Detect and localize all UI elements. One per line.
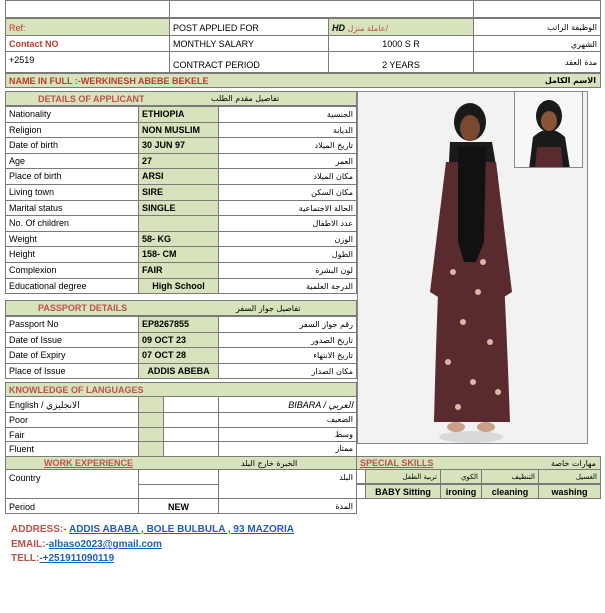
work-title-ar: الخبرة خارج البلد [241,459,298,468]
post-ar: الوظيفة الراتب [473,18,601,36]
detail-ar: لون البشرة [218,262,357,279]
lang-level-ar: الضعيف [218,412,357,428]
work-period-ar: المدة [218,498,357,514]
passport-title-ar: تفاصيل جواز السفر [236,304,301,313]
passport-ar: مكان الصدار [218,363,357,380]
detail-value: 58- KG [138,231,219,248]
lang-level-box [138,412,164,428]
skill-ar: التنظيف [481,469,539,484]
passport-label: Date of Issue [5,332,139,349]
salary-label: MONTHLY SALARY [169,35,329,52]
address-line [11,524,294,535]
details-title-ar: تفاصيل مقدم الطلب [211,94,280,103]
address-value[interactable]: ADDIS ABABA , BOLE BULBULA , 93 MAZORIA [68,524,294,535]
lang-level-ar: وسط [218,427,357,443]
skill-item: cleaning [481,484,539,499]
lang-english [5,396,139,413]
top-strip-left [5,0,170,18]
detail-value: SINGLE [138,200,219,217]
details-title [5,91,357,106]
detail-ar: تاريخ الميلاد [218,137,357,154]
contact-value: +2519 [5,51,170,73]
passport-ar: تاريخ الانتهاء [218,347,357,364]
detail-value: 30 JUN 97 [138,137,219,154]
detail-label: Religion [5,122,139,139]
contract-ar: مدة العقد [473,51,601,73]
name-row [5,73,601,88]
work-country-box1 [138,469,219,485]
lang-level-spacer [163,412,219,428]
tel-line [11,553,114,564]
detail-label: Height [5,246,139,263]
post-value-ar: عاملة منزل/ [347,24,389,33]
detail-ar: الديانة [218,122,357,139]
detail-label: Date of birth [5,137,139,154]
skills-title [356,456,601,470]
skill-item: ironing [440,484,482,499]
skills-title-text: SPECIAL SKILLS [360,458,434,468]
passport-value: 07 OCT 28 [138,347,219,364]
skill-item: washing [538,484,601,499]
lang-level-label: Fluent [5,441,139,457]
lang-level-spacer [163,441,219,457]
detail-ar: عدد الاطفال [218,215,357,232]
lang-level-spacer [163,427,219,443]
passport-photo [514,91,583,168]
passport-value: 09 OCT 23 [138,332,219,349]
passport-ar: رقم جواز السفر [218,316,357,333]
salary-ar: الشهري [473,35,601,52]
skill-ar: الكوي [440,469,482,484]
contact-label: Contact NO [5,35,170,52]
address-label: ADDRESS:- [11,524,67,535]
detail-value: ARSI [138,168,219,185]
contract-label: CONTRACT PERIOD [169,51,329,73]
detail-value: ETHIOPIA [138,106,219,123]
passport-photo-svg [515,92,583,168]
passport-value: ADDIS ABEBA [138,363,219,380]
contract-value: 2 YEARS [328,51,474,73]
detail-label: No. Of children [5,215,139,232]
languages-title: KNOWLEDGE OF LANGUAGES [5,382,357,397]
work-title [5,456,357,470]
work-title-text: WORK EXPERIENCE [44,458,134,468]
lang-level-label: Fair [5,427,139,443]
tel-value[interactable]: -+251911090119 [39,553,115,564]
detail-value: High School [138,278,219,295]
detail-value: SIRE [138,184,219,201]
detail-ar: الحالة الاجتماعية [218,200,357,217]
passport-label: Passport No [5,316,139,333]
detail-ar: الدرجة العلمية [218,278,357,295]
detail-label: Place of birth [5,168,139,185]
work-country-label: Country [5,469,139,499]
work-period-label: Period [5,498,139,514]
ref-label: Ref: [5,18,170,36]
work-period-value: NEW [138,498,219,514]
lang-level-box [138,441,164,457]
email-line [11,539,162,550]
detail-label: Nationality [5,106,139,123]
salary-value: 1000 S R [328,35,474,52]
passport-title-text: PASSPORT DETAILS [38,303,128,313]
top-strip-mid [169,0,474,18]
lang-english-label: English / الانجليزي [9,400,80,410]
detail-label: Age [5,153,139,170]
skills-title-ar: مهارات خاصة [550,459,596,468]
detail-ar: العمر [218,153,357,170]
skill-ar: تربية الطفل [365,469,441,484]
lang-arabic: BIBARA / العربي [218,396,357,413]
work-country-box2 [138,484,219,499]
detail-label: Complexion [5,262,139,279]
detail-ar: مكان الميلاد [218,168,357,185]
lang-english-spacer [163,396,219,413]
detail-ar: الجنسية [218,106,357,123]
detail-ar: الطول [218,246,357,263]
detail-value: FAIR [138,262,219,279]
lang-level-ar: ممتاز [218,441,357,457]
work-country-ar: البلد [218,469,357,499]
detail-value: 27 [138,153,219,170]
post-label: POST APPLIED FOR [169,18,329,36]
top-strip-right [473,0,601,18]
lang-level-label: Poor [5,412,139,428]
skill-item: BABY Sitting [365,484,441,499]
lang-level-box [138,427,164,443]
detail-value: 158- CM [138,246,219,263]
detail-label: Marital status [5,200,139,217]
full-name: NAME IN FULL :-WERKINESH ABEBE BEKELE [9,76,209,86]
detail-ar: الوزن [218,231,357,248]
detail-value [138,215,219,232]
detail-label: Living town [5,184,139,201]
post-value: HD [332,23,345,33]
skill-ar: الغسيل [538,469,601,484]
detail-value: NON MUSLIM [138,122,219,139]
lang-english-box [138,396,164,413]
detail-label: Weight [5,231,139,248]
full-name-ar: الاسم الكامل [544,76,596,85]
tel-label: TELL: [11,553,40,564]
details-title-text: DETAILS OF APPLICANT [38,94,145,104]
passport-label: Place of Issue [5,363,139,380]
post-value-cell [328,18,474,36]
email-label: EMAIL:- [11,539,49,550]
email-value[interactable]: albaso2023@gmail.com [48,539,162,550]
passport-title [5,300,357,316]
detail-label: Educational degree [5,278,139,295]
passport-value: EP8267855 [138,316,219,333]
passport-label: Date of Expiry [5,347,139,364]
passport-ar: تاريخ الصدور [218,332,357,349]
detail-ar: مكان السكن [218,184,357,201]
